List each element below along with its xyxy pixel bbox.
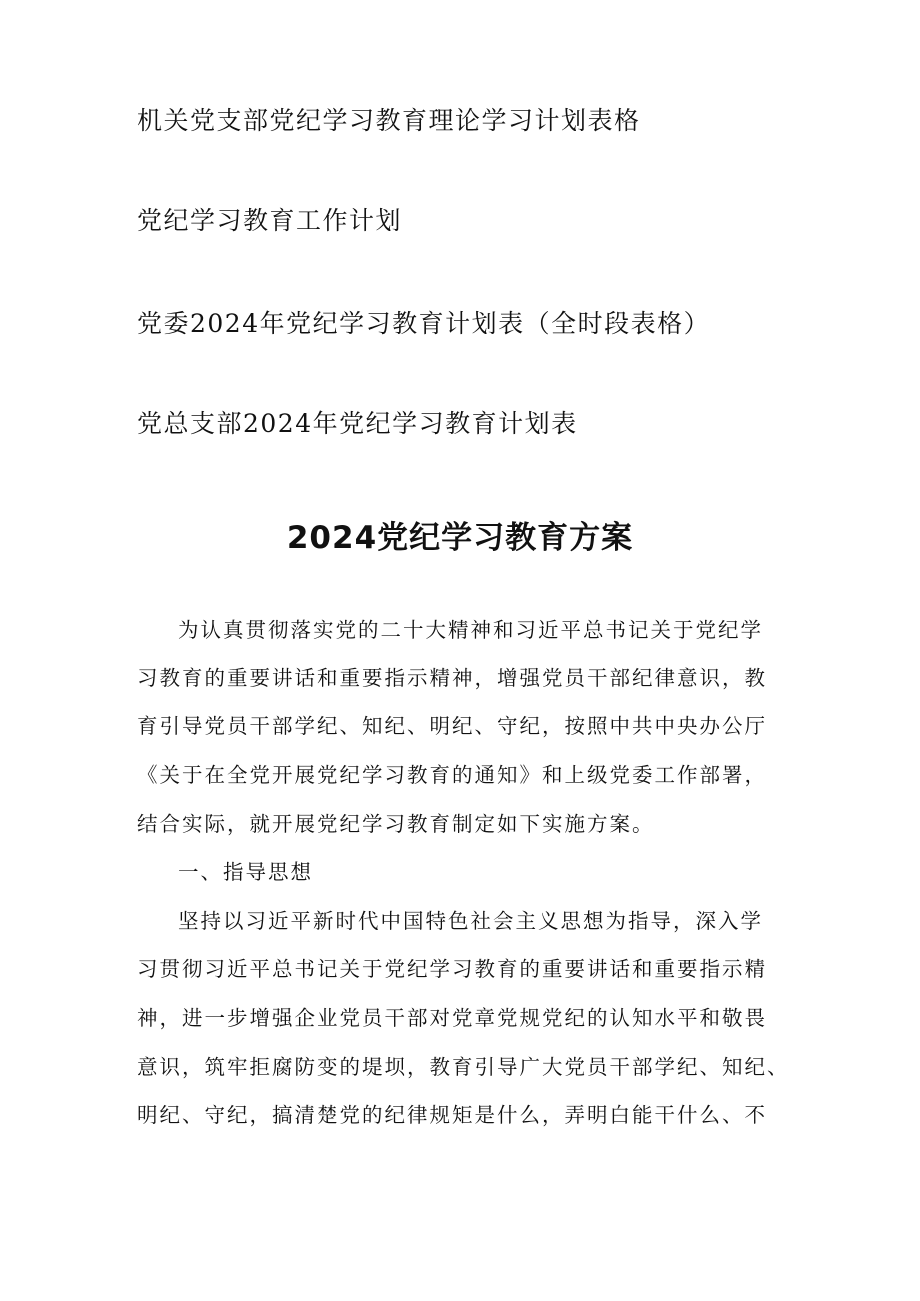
body-line-7: 习贯彻习近平总书记关于党纪学习教育的重要讲话和重要指示精 — [137, 957, 767, 981]
body-line-4: 《关于在全党开展党纪学习教育的通知》和上级党委工作部署， — [137, 763, 767, 787]
toc-item-3: 党委2024年党纪学习教育计划表（全时段表格） — [137, 309, 711, 338]
toc-item-4: 党总支部2024年党纪学习教育计划表 — [137, 409, 578, 438]
body-line-3: 育引导党员干部学纪、知纪、明纪、守纪，按照中共中央办公厅 — [137, 714, 767, 738]
toc-item-1: 机关党支部党纪学习教育理论学习计划表格 — [137, 106, 641, 135]
body-line-10: 明纪、守纪，搞清楚党的纪律规矩是什么，弄明白能干什么、不 — [137, 1103, 767, 1127]
body-line-8: 神，进一步增强企业党员干部对党章党规党纪的认知水平和敬畏 — [137, 1006, 767, 1030]
section-heading: 一、指导思想 — [178, 860, 313, 884]
body-line-9: 意识，筑牢拒腐防变的堤坝，教育引导广大党员干部学纪、知纪、 — [137, 1055, 790, 1079]
toc-item-2: 党纪学习教育工作计划 — [137, 206, 403, 235]
body-line-1: 为认真贯彻落实党的二十大精神和习近平总书记关于党纪学 — [178, 618, 763, 642]
body-line-5: 结合实际，就开展党纪学习教育制定如下实施方案。 — [137, 812, 655, 836]
document-title: 2024党纪学习教育方案 — [286, 520, 634, 556]
body-line-6: 坚持以习近平新时代中国特色社会主义思想为指导，深入学 — [178, 909, 763, 933]
body-line-2: 习教育的重要讲话和重要指示精神，增强党员干部纪律意识，教 — [137, 666, 767, 690]
